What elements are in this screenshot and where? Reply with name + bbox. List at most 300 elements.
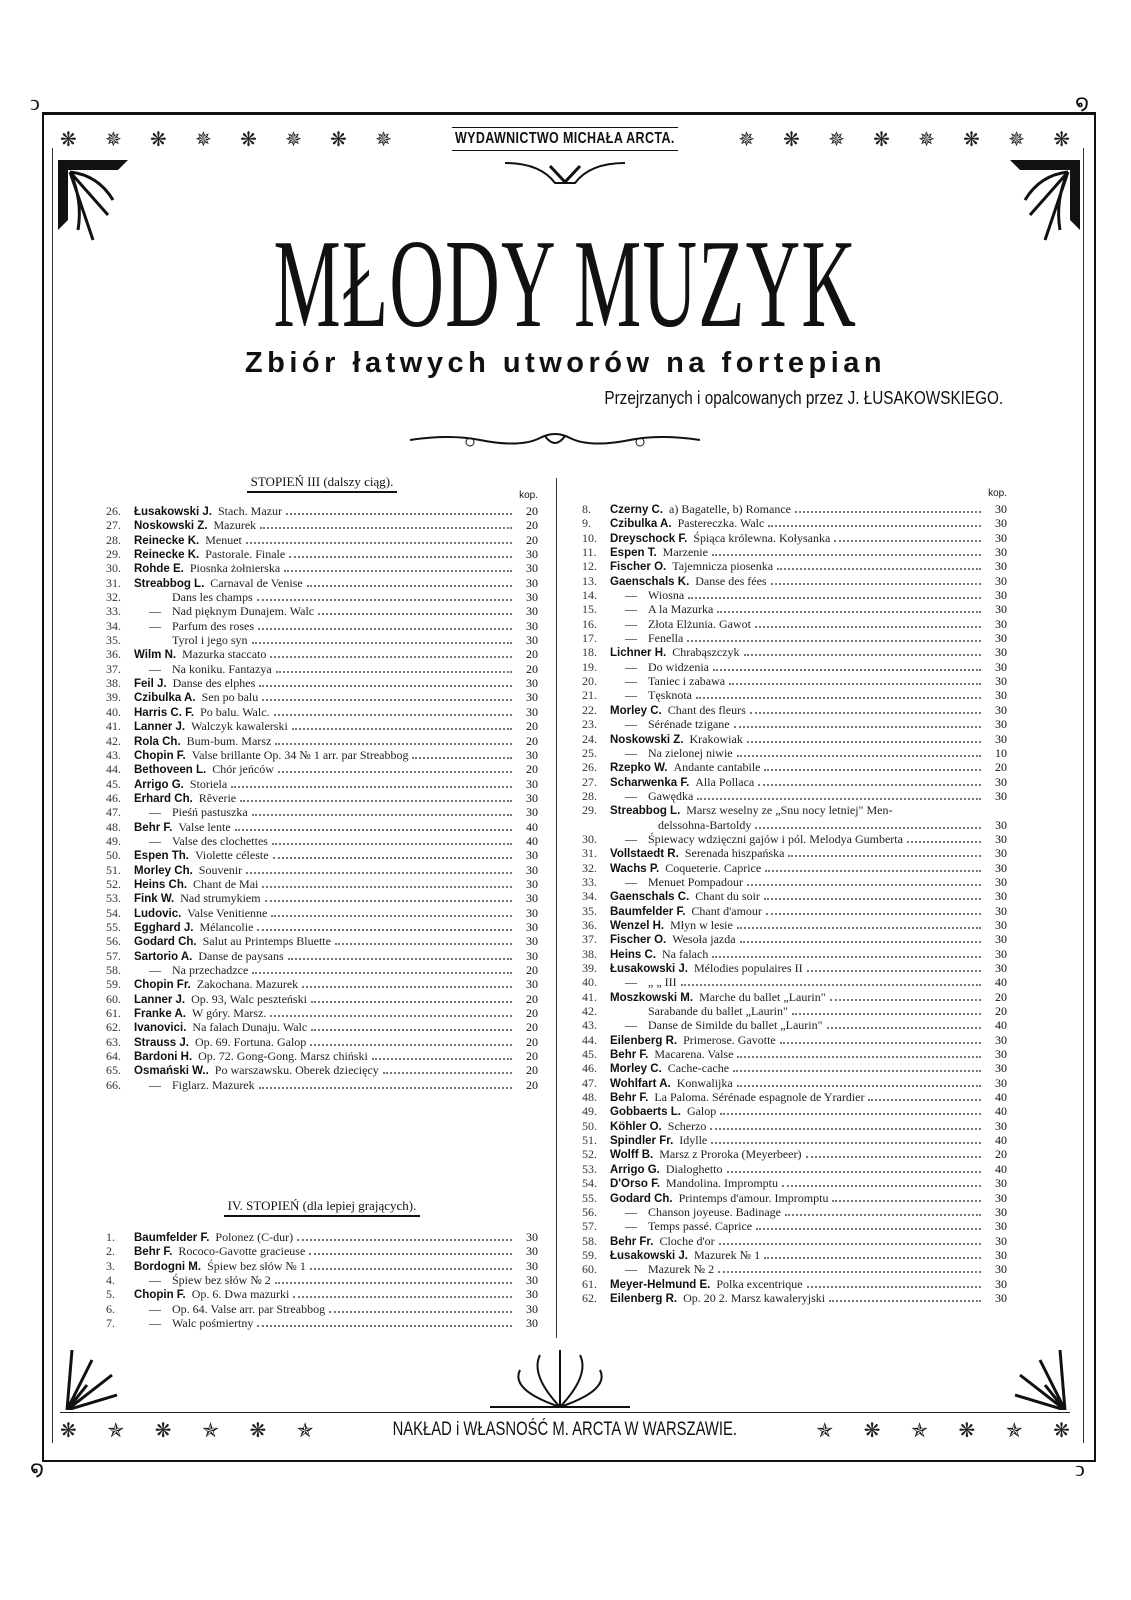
composer-name: Arrigo G. <box>610 1163 660 1176</box>
catalog-entry <box>106 1020 538 1034</box>
composer-name: Behr F. <box>610 1092 649 1105</box>
piece-title: Walc pośmiertny <box>172 1316 254 1331</box>
star-icon: ✯ <box>107 1419 125 1442</box>
entry-number: 44. <box>106 762 121 777</box>
catalog-entry <box>106 1273 538 1287</box>
piece-title: Konwalijka <box>676 1075 733 1090</box>
price-kopecks: 30 <box>526 575 538 590</box>
catalog-entry <box>582 502 1007 516</box>
entry-number: 13. <box>582 573 597 588</box>
palm-ornament-icon <box>1010 1345 1070 1410</box>
entry-number: 38. <box>106 676 121 691</box>
catalog-entry <box>106 662 538 676</box>
composer-name: Reinecke K. <box>134 534 200 547</box>
entry-number: 33. <box>582 874 597 889</box>
dot-leader <box>718 1271 981 1273</box>
price-kopecks: 30 <box>995 889 1007 904</box>
ditto-mark: — <box>625 674 637 689</box>
composer-name: Lanner J. <box>134 993 186 1006</box>
fan-ornament-icon <box>480 1345 640 1410</box>
dot-leader <box>681 984 981 986</box>
composer-name: Noskowski Z. <box>610 733 684 746</box>
catalog-entry <box>582 875 1007 889</box>
price-kopecks: 30 <box>526 676 538 691</box>
dot-leader <box>764 898 981 900</box>
price-kopecks: 30 <box>995 1204 1007 1219</box>
catalog-entry <box>106 1316 538 1330</box>
entry-number: 10. <box>582 530 597 545</box>
dot-leader <box>310 1268 512 1270</box>
piece-title: Sarabande du ballet „Laurin" <box>648 1004 788 1019</box>
catalog-entry <box>106 1035 538 1049</box>
composer-name: Lanner J. <box>134 721 186 734</box>
piece-title: Na falach <box>662 946 709 961</box>
catalog-entry <box>582 631 1007 645</box>
piece-title: Stach. Mazur <box>217 504 282 518</box>
piece-title: Gawędka <box>648 788 694 803</box>
catalog-entry-continuation <box>582 818 1007 832</box>
rosette-icon: ✵ <box>105 128 122 151</box>
piece-title: Op. 93, Walc peszteński <box>191 991 307 1006</box>
catalog-entry <box>582 1191 1007 1205</box>
composer-name: Eilenberg R. <box>610 1034 678 1047</box>
ditto-mark: — <box>625 717 637 732</box>
dot-leader <box>335 943 512 945</box>
dot-leader <box>258 628 512 630</box>
catalog-entry <box>582 1234 1007 1248</box>
catalog-entry <box>106 877 538 891</box>
entry-number: 49. <box>582 1104 597 1119</box>
price-kopecks: 40 <box>995 1133 1007 1148</box>
entry-number: 32. <box>582 860 597 875</box>
catalog-entry <box>106 777 538 791</box>
dot-leader <box>278 771 512 773</box>
price-kopecks: 30 <box>526 848 538 863</box>
entry-number: 5. <box>106 1287 115 1302</box>
corner-scroll-icon: ↄ <box>30 90 40 115</box>
piece-title: Śpiąca królewna. Kołysanka <box>693 530 831 545</box>
price-kopecks: 30 <box>995 659 1007 674</box>
dot-leader <box>276 671 512 673</box>
entry-number: 31. <box>582 846 597 861</box>
ditto-mark: — <box>149 805 161 820</box>
composer-name: Baumfelder F. <box>610 905 686 918</box>
corner-scroll-icon: ↄ <box>1075 1456 1085 1481</box>
piece-title: Danse de paysans <box>198 948 284 963</box>
entry-number: 55. <box>582 1190 597 1205</box>
dot-leader <box>832 1200 981 1202</box>
composer-name: Łusakowski J. <box>134 506 212 518</box>
composer-name: Vollstaedt R. <box>610 848 679 861</box>
price-kopecks: 20 <box>526 719 538 734</box>
catalog-entry <box>582 918 1007 932</box>
price-kopecks: 20 <box>526 518 538 533</box>
price-kopecks: 20 <box>995 989 1007 1004</box>
entry-number: 28. <box>582 788 597 803</box>
entry-number: 40. <box>106 704 121 719</box>
piece-title: Valse Venitienne <box>187 905 268 920</box>
entry-number: 49. <box>106 833 121 848</box>
dot-leader <box>740 941 981 943</box>
composer-name: Reinecke K. <box>134 549 200 562</box>
piece-title-continued: delssohna-Bartoldy <box>658 817 752 832</box>
dot-leader <box>733 1070 981 1072</box>
catalog-entry <box>106 949 538 963</box>
price-kopecks: 30 <box>995 1190 1007 1205</box>
catalog-entry <box>582 889 1007 903</box>
catalog-entry <box>106 576 538 590</box>
entry-number: 37. <box>582 932 597 947</box>
piece-title: Na koniku. Fantazya <box>172 661 272 676</box>
price-kopecks: 30 <box>526 1244 538 1259</box>
composer-name: Rohde E. <box>134 563 184 576</box>
entry-number: 55. <box>106 919 121 934</box>
price-kopecks: 30 <box>995 946 1007 961</box>
entry-number: 45. <box>582 1047 597 1062</box>
price-kopecks: 30 <box>526 862 538 877</box>
dot-leader <box>246 542 512 544</box>
piece-title: Galop <box>686 1104 717 1119</box>
dot-leader <box>712 956 981 958</box>
price-kopecks: 30 <box>526 604 538 619</box>
ditto-mark: — <box>625 1204 637 1219</box>
rosette-icon: ❋ <box>330 128 347 151</box>
dot-leader <box>830 999 981 1001</box>
catalog-entry <box>582 789 1007 803</box>
price-kopecks: 30 <box>526 1230 538 1244</box>
catalog-entry <box>582 904 1007 918</box>
rosette-icon: ❋ <box>240 128 257 151</box>
dot-leader <box>697 798 981 800</box>
price-kopecks: 20 <box>526 733 538 748</box>
catalog-entry <box>582 1061 1007 1075</box>
piece-title: Polonez (C-dur) <box>215 1230 294 1244</box>
rosette-icon: ❋ <box>873 128 890 151</box>
composer-name: Chopin Fr. <box>134 979 191 992</box>
catalog-entry <box>582 717 1007 731</box>
catalog-entry <box>582 1219 1007 1233</box>
price-kopecks: 30 <box>526 690 538 705</box>
currency-label: kop. <box>519 490 538 501</box>
piece-title: Cloche d'or <box>659 1233 715 1248</box>
composer-name: Fischer O. <box>610 561 667 574</box>
section-4-heading-text: IV. STOPIEŃ (dla lepiej grających). <box>224 1198 421 1217</box>
dot-leader <box>271 915 512 917</box>
price-kopecks: 20 <box>526 1006 538 1021</box>
piece-title: Marsz z Proroka (Meyerbeer) <box>659 1147 802 1162</box>
dot-leader <box>868 1099 981 1101</box>
dot-leader <box>272 843 512 845</box>
dot-leader <box>737 1056 981 1058</box>
entry-number: 27. <box>106 518 121 533</box>
rosette-icon: ❋ <box>150 128 167 151</box>
entry-number: 6. <box>106 1301 115 1316</box>
dot-leader <box>259 1087 512 1089</box>
catalog-entry <box>582 674 1007 688</box>
catalog-entry <box>582 1291 1007 1305</box>
price-kopecks: 30 <box>526 905 538 920</box>
entry-number: 7. <box>106 1316 115 1331</box>
catalog-entry <box>106 1287 538 1301</box>
entry-number: 37. <box>106 661 121 676</box>
composer-name: Wohlfart A. <box>610 1077 671 1090</box>
dot-leader <box>273 857 512 859</box>
dot-leader <box>302 986 512 988</box>
piece-title: W góry. Marsz. <box>191 1006 267 1021</box>
piece-title: Sérénade tzigane <box>648 717 730 732</box>
catalog-entry <box>582 1004 1007 1018</box>
piece-title: Po balu. Walc. <box>200 704 270 719</box>
dot-leader <box>806 1156 982 1158</box>
dot-leader <box>712 554 981 556</box>
price-kopecks: 40 <box>995 1161 1007 1176</box>
dot-leader <box>764 769 981 771</box>
piece-title: Scherzo <box>667 1118 707 1133</box>
catalog-entry <box>582 1248 1007 1262</box>
dot-leader <box>795 511 981 513</box>
piece-title: Marzenie <box>662 545 708 560</box>
dot-leader <box>270 1015 512 1017</box>
piece-title: a) Bagatelle, b) Romance <box>669 502 791 516</box>
piece-title: Serenada hiszpańska <box>684 846 785 861</box>
composer-name: Czibulka A. <box>610 518 672 531</box>
dot-leader <box>766 913 981 915</box>
price-kopecks: 20 <box>526 1063 538 1078</box>
price-kopecks: 30 <box>995 588 1007 603</box>
catalog-entry <box>106 590 538 604</box>
piece-title: Printemps d'amour. Impromptu <box>678 1190 829 1205</box>
composer-name: Köhler O. <box>610 1120 662 1133</box>
dot-leader <box>257 1325 512 1327</box>
catalog-entry <box>582 645 1007 659</box>
dot-leader <box>768 525 981 527</box>
catalog-entry <box>582 703 1007 717</box>
price-kopecks: 30 <box>995 1118 1007 1133</box>
catalog-entry <box>106 676 538 690</box>
catalog-entry <box>106 633 538 647</box>
price-kopecks: 30 <box>995 917 1007 932</box>
dot-leader <box>310 1044 512 1046</box>
piece-title: Taniec i zabawa <box>648 674 726 689</box>
piece-title: Menuet <box>205 532 242 547</box>
publisher-name: WYDAWNICTWO MICHAŁA ARCTA. <box>452 127 678 151</box>
piece-title: Sen po balu <box>201 690 259 705</box>
entry-number: 54. <box>582 1176 597 1191</box>
header-ornament-row <box>60 122 1070 156</box>
piece-title: Chrabąszczyk <box>672 645 740 660</box>
price-kopecks: 30 <box>995 616 1007 631</box>
piece-title: Na przechadzce <box>172 963 249 977</box>
piece-title: Valse lente <box>178 819 231 834</box>
rosette-icon: ✵ <box>375 128 392 151</box>
ditto-mark: — <box>625 1219 637 1234</box>
rosette-icon: ✵ <box>285 128 302 151</box>
catalog-entry <box>106 805 538 819</box>
entry-number: 8. <box>582 502 591 516</box>
entry-number: 36. <box>582 917 597 932</box>
catalog-entry <box>582 1277 1007 1291</box>
catalog-entry <box>582 602 1007 616</box>
composer-name: Egghard J. <box>134 921 194 934</box>
section-3-list <box>106 474 538 1092</box>
ditto-mark: — <box>625 1262 637 1277</box>
section-4-heading <box>106 1198 538 1214</box>
catalog-entry <box>106 1230 538 1244</box>
page-title <box>0 215 1131 354</box>
piece-title: Zakochana. Mazurek <box>196 977 299 992</box>
star-icon: ✯ <box>202 1419 219 1442</box>
entry-number: 3. <box>106 1258 115 1273</box>
entry-number: 39. <box>582 961 597 975</box>
dot-leader <box>717 611 981 613</box>
rosette-icon: ✵ <box>195 128 212 151</box>
dot-leader <box>383 1072 512 1074</box>
ditto-mark: — <box>625 874 637 889</box>
piece-title: Figlarz. Mazurek <box>172 1077 255 1092</box>
composer-name: Gaenschals C. <box>610 891 690 904</box>
catalog-entry <box>106 820 538 834</box>
price-kopecks: 30 <box>526 704 538 719</box>
price-kopecks: 30 <box>995 631 1007 646</box>
entry-number: 57. <box>106 948 121 963</box>
piece-title: Primerose. Gavotte <box>683 1032 776 1047</box>
rosette-icon: ✵ <box>738 128 755 151</box>
price-kopecks: 20 <box>526 762 538 777</box>
price-kopecks: 30 <box>526 747 538 762</box>
entry-number: 26. <box>582 760 597 775</box>
entry-number: 48. <box>106 819 121 834</box>
entry-number: 11. <box>582 545 597 560</box>
price-kopecks: 30 <box>995 1047 1007 1062</box>
piece-title: Souvenir <box>198 862 243 877</box>
price-kopecks: 30 <box>526 876 538 891</box>
piece-title: Coqueterie. Caprice <box>665 860 762 875</box>
entry-number: 54. <box>106 905 121 920</box>
entry-number: 48. <box>582 1090 597 1105</box>
catalog-entry <box>582 1104 1007 1118</box>
dot-leader <box>737 927 981 929</box>
rosette-icon: ❋ <box>60 128 77 151</box>
entry-number: 41. <box>582 989 597 1004</box>
catalog-entry <box>106 762 538 776</box>
piece-title: Mazurek № 2 <box>648 1262 715 1277</box>
price-kopecks: 20 <box>526 532 538 547</box>
piece-title: Po warszawsku. Oberek dziecięcy <box>214 1063 379 1078</box>
ditto-mark: — <box>625 745 637 760</box>
catalog-entry <box>582 990 1007 1004</box>
composer-name: Arrigo G. <box>134 778 184 791</box>
entry-number: 2. <box>106 1244 115 1259</box>
entry-number: 9. <box>582 516 591 531</box>
piece-title: Wiosna <box>648 588 685 603</box>
price-kopecks: 30 <box>995 702 1007 717</box>
dot-leader <box>329 1311 512 1313</box>
entry-number: 57. <box>582 1219 597 1234</box>
ditto-mark: — <box>625 1018 637 1033</box>
entry-number: 53. <box>582 1161 597 1176</box>
composer-name: Feil J. <box>134 678 167 691</box>
composer-name: Łusakowski J. <box>610 1249 688 1262</box>
composer-name: Behr F. <box>134 821 173 834</box>
price-kopecks: 30 <box>995 645 1007 660</box>
catalog-entry <box>582 1033 1007 1047</box>
dot-leader <box>727 1171 982 1173</box>
dot-leader <box>734 726 981 728</box>
price-kopecks: 40 <box>526 819 538 834</box>
price-kopecks: 40 <box>995 975 1007 990</box>
composer-name: Eilenberg R. <box>610 1292 678 1305</box>
composer-name: Czibulka A. <box>134 692 196 705</box>
piece-title: Andante cantabile <box>673 760 761 775</box>
composer-name: Gobbaerts L. <box>610 1106 681 1119</box>
entry-number: 14. <box>582 588 597 603</box>
dot-leader <box>311 1001 512 1003</box>
price-kopecks: 30 <box>526 1273 538 1288</box>
price-kopecks: 30 <box>995 545 1007 560</box>
dot-leader <box>235 829 512 831</box>
price-kopecks: 30 <box>995 1233 1007 1248</box>
composer-name: Ludovic. <box>134 907 182 920</box>
dot-leader <box>372 1058 512 1060</box>
piece-title: Dialoghetto <box>665 1161 723 1176</box>
dot-leader <box>288 958 512 960</box>
ditto-mark: — <box>625 688 637 703</box>
entry-number: 29. <box>106 547 121 562</box>
price-kopecks: 30 <box>526 1316 538 1331</box>
price-kopecks: 20 <box>995 1147 1007 1162</box>
entry-number: 32. <box>106 590 121 605</box>
ditto-mark: — <box>625 602 637 617</box>
catalog-entry <box>582 617 1007 631</box>
price-kopecks: 20 <box>526 1077 538 1092</box>
dot-leader <box>711 1142 981 1144</box>
price-kopecks: 30 <box>995 1075 1007 1090</box>
piece-title: Valse des clochettes <box>172 833 268 848</box>
piece-title: Carnaval de Venise <box>210 575 303 590</box>
dot-leader <box>289 556 512 558</box>
dot-leader <box>747 884 981 886</box>
composer-name: Morley C. <box>610 704 662 717</box>
price-kopecks: 30 <box>995 1262 1007 1277</box>
composer-name: Behr F. <box>610 1049 649 1062</box>
entry-number: 45. <box>106 776 121 791</box>
composer-name: Baumfelder F. <box>134 1232 210 1244</box>
catalog-entry <box>106 1078 538 1092</box>
dot-leader <box>710 1128 981 1130</box>
catalog-entry <box>106 604 538 618</box>
composer-name: Wachs P. <box>610 862 660 875</box>
piece-title: Polka excentrique <box>716 1276 803 1291</box>
piece-title: Menuet Pompadour <box>648 874 743 889</box>
catalog-entry <box>106 992 538 1006</box>
price-kopecks: 40 <box>995 1090 1007 1105</box>
piece-title: Chór jeńców <box>212 762 274 777</box>
piece-title: Do widzenia <box>648 659 709 674</box>
piece-title: Śpiewacy wdzięczni gajów i pól. Melodya Gumberta <box>648 831 903 846</box>
catalog-entry <box>582 1147 1007 1161</box>
piece-title: Danse des fées <box>695 573 767 588</box>
dot-leader <box>827 1027 981 1029</box>
price-kopecks: 20 <box>995 760 1007 775</box>
price-kopecks: 20 <box>526 647 538 662</box>
ditto-mark: — <box>149 1301 161 1316</box>
composer-name: Morley Ch. <box>134 864 193 877</box>
dot-leader <box>782 1185 981 1187</box>
entry-number: 30. <box>106 561 121 576</box>
entry-number: 33. <box>106 604 121 619</box>
price-kopecks: 30 <box>526 891 538 906</box>
catalog-entry <box>582 574 1007 588</box>
